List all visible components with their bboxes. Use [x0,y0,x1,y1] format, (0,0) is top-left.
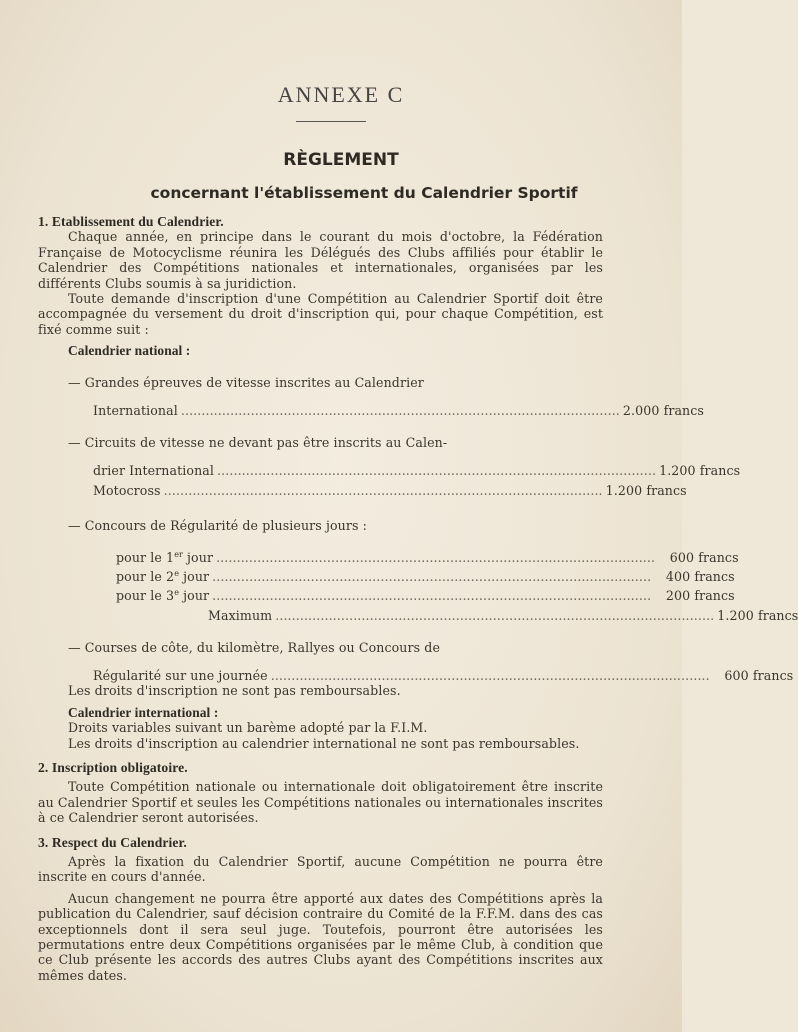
section-3-heading: 3. Respect du Calendrier. [38,834,187,850]
leader-dots: ........................................................................................................... [275,607,715,623]
fee-price: 600 francs [669,549,739,565]
fee-price: 1.200 francs [717,607,798,623]
section-2-paragraph: Toute Compétition nationale ou internationale doit obligatoirement être inscrite au Calendrier Sportif et seules les Compétitions nationales ou internationales inscrites à ce Calendrier seront autorisées. [38,779,603,826]
leader-dots: ........................................................................................................... [212,588,652,604]
fee-price: 1.200 francs [659,463,741,479]
fee-row-label: Maximum [208,607,273,623]
section-3-paragraph-1: Après la fixation du Calendrier Sportif, aucune Compétition ne pourra être inscrite en cours d'année. [38,853,603,885]
fee-courses-label: — Courses de côte, du kilomètre, Rallyes ou Concours de [68,639,441,655]
fee-row-jour-2 [116,568,735,585]
fee-list [38,375,798,683]
leader-dots: ........................................................................................................... [180,403,620,419]
section-3-paragraph-2: Aucun changement ne pourra être apporté aux dates des Compétitions après la publication du Calendrier, sauf décision contraire du Comité de la F.F.M. dans des cas exceptionnels dont il sera seul juge. Toutefois, pourront être autorisées les permutations entre deux Compétitions organisées par le même Club, à condition que ce Club présente les accords des autres Clubs ayant des Compétitions inscrites aux mêmes dates. [38,890,603,983]
fee-grandes-label: — Grandes épreuves de vitesse inscrites au Calendrier [68,375,424,391]
section-1-paragraph-2: Toute demande d'inscription d'une Compétition au Calendrier Sportif doit être accompagnée du versement du droit d'inscription qui, pour chaque Compétition, est fixé comme suit : [38,291,603,337]
document-subtitle: concernant l'établissement du Calendrier Sportif [150,184,578,202]
annexe-title: ANNEXE C [277,82,405,107]
fee-row-jour-3 [116,588,735,604]
leader-dots: ........................................................................................................... [212,569,652,585]
national-calendar-heading: Calendrier national : [68,343,191,359]
section-1-heading: 1. Etablissement du Calendrier. [38,214,224,229]
fee-row-motocross [93,482,687,498]
international-paragraph-2: Les droits d'inscription au calendrier international ne sont pas remboursables. [68,735,580,751]
fee-price: 200 francs [665,588,735,604]
fee-row-maximum [208,607,798,623]
fee-price: 2.000 francs [622,403,704,419]
fee-row-label: Régularité sur une journée [93,667,268,683]
international-paragraph-1: Droits variables suivant un barème adopté par la F.I.M. [68,720,428,736]
leader-dots: ........................................................................................................... [270,667,710,683]
section-1-paragraph-1: Chaque année, en principe dans le courant du mois d'octobre, la Fédération Française de Motocyclisme réunira les Délégués des Clubs affiliés pour établir le Calendrier des Compétitions nationales et internationales, organisées par les différents Clubs soumis à sa juridiction. [38,229,603,291]
fee-row-label: pour le 1er jour [116,549,214,565]
fee-price: 600 francs [724,667,794,683]
non-refundable-note: Les droits d'inscription ne sont pas remboursables. [68,683,401,699]
fee-row-label: Motocross [93,482,161,498]
document-body [38,214,798,983]
fee-circuits-label: — Circuits de vitesse ne devant pas être inscrits au Calen- [68,435,448,451]
fee-concours-label: — Concours de Régularité de plusieurs jours : [68,517,367,533]
fee-row-label: drier International [93,463,215,479]
fee-row-label: pour le 3e jour [116,588,210,604]
international-calendar-heading: Calendrier international : [68,704,219,720]
fee-row-label: International [93,403,178,419]
leader-dots: ........................................................................................................... [216,549,656,565]
leader-dots: ........................................................................................................... [163,482,603,498]
fee-row-courses [93,667,794,683]
section-2-heading: 2. Inscription obligatoire. [38,759,188,775]
fee-price: 1.200 francs [605,482,687,498]
fee-price: 400 francs [665,569,735,585]
title-divider [296,121,366,122]
fee-row-jour-1 [116,549,739,565]
fee-row-grandes [93,403,704,419]
fee-row-circuits [93,463,741,479]
document-title: RÈGLEMENT [283,150,399,170]
fee-row-label: pour le 2e jour [116,568,210,585]
leader-dots: ........................................................................................................... [217,463,657,479]
